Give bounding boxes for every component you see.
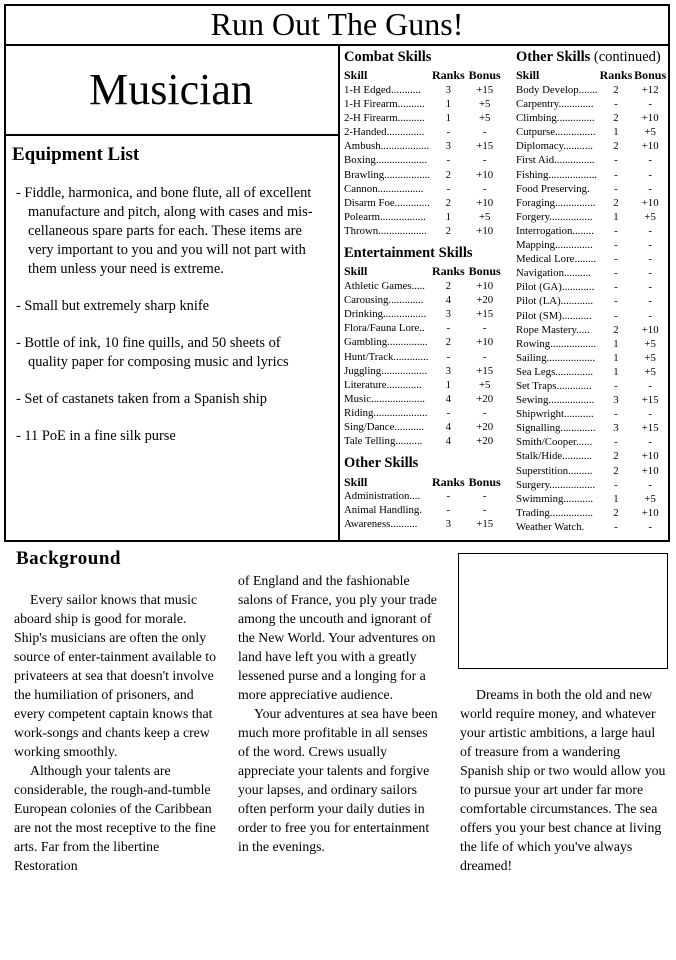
- skill-bonus: -: [648, 182, 652, 195]
- col-header-skill: Skill: [344, 474, 368, 489]
- skill-bonus: +15: [476, 84, 494, 96]
- skill-ranks: -: [446, 182, 451, 195]
- skill-ranks: 3: [445, 518, 452, 531]
- col-header-skill: Skill: [344, 68, 368, 83]
- other-skills-title: Other Skills: [344, 455, 419, 472]
- skill-row: [516, 153, 668, 167]
- skill-bonus: +5: [644, 492, 656, 505]
- skill-name: Carousing.............: [344, 294, 424, 307]
- other-skills-continued-title: [516, 48, 668, 66]
- skill-ranks: -: [614, 281, 618, 294]
- skill-ranks: -: [614, 239, 618, 252]
- skill-row: [516, 266, 668, 280]
- skill-row: [344, 153, 505, 167]
- skill-bonus: +10: [476, 196, 494, 209]
- skill-name: Literature.............: [344, 378, 422, 391]
- skill-ranks: -: [614, 379, 618, 392]
- skill-bonus: -: [482, 154, 487, 167]
- col-header-bonus: Bonus: [468, 264, 501, 279]
- skill-ranks: 2: [613, 112, 619, 125]
- skill-row: [516, 393, 668, 407]
- skill-row: [344, 111, 505, 125]
- skill-name: Sailing..................: [516, 351, 596, 364]
- skill-row: [344, 125, 505, 139]
- skill-ranks: 1: [613, 365, 619, 378]
- skill-name: Diplomacy...........: [516, 140, 593, 153]
- skill-row: [516, 83, 668, 97]
- skill-ranks: 3: [445, 364, 452, 377]
- skill-row: [344, 97, 505, 111]
- skill-name: Medical Lore........: [516, 253, 597, 266]
- skill-name: Body Develop.......: [516, 84, 598, 96]
- skill-ranks: -: [446, 350, 451, 363]
- skill-row: [516, 478, 668, 492]
- skill-bonus: +10: [641, 112, 659, 125]
- skill-row: [516, 323, 668, 337]
- skill-ranks: 4: [445, 420, 452, 433]
- skill-row: [516, 435, 668, 449]
- skill-bonus: +5: [644, 337, 656, 350]
- skill-name: Forgery................: [516, 210, 593, 223]
- skill-row: [344, 420, 505, 434]
- skill-row: [344, 517, 505, 531]
- skill-bonus: +20: [476, 435, 494, 448]
- skill-bonus: +5: [644, 351, 656, 364]
- skill-bonus: -: [648, 267, 652, 280]
- skill-name: Stalk/Hide...........: [516, 450, 592, 463]
- skill-name: 2-H Firearm..........: [344, 112, 425, 125]
- skill-name: Sewing.................: [516, 394, 595, 407]
- skill-ranks: -: [446, 490, 451, 503]
- skill-row: [516, 449, 668, 463]
- skill-name: Signalling.............: [516, 422, 596, 435]
- skill-name: Sing/Dance...........: [344, 420, 425, 433]
- skill-bonus: +5: [478, 210, 491, 223]
- col-header-ranks: Ranks: [432, 264, 465, 279]
- skill-bonus: -: [648, 239, 652, 252]
- skill-bonus: -: [648, 309, 652, 322]
- skill-ranks: 1: [445, 378, 452, 391]
- skill-bonus: +10: [476, 336, 494, 349]
- skill-name: Weather Watch.: [516, 520, 585, 533]
- col-header-ranks: Ranks: [599, 68, 633, 83]
- skill-name: Climbing..............: [516, 112, 595, 125]
- skill-name: Juggling.................: [344, 364, 428, 377]
- skill-row: [344, 364, 505, 378]
- other-skills-continued-table: [516, 68, 668, 534]
- skill-ranks: 1: [613, 337, 619, 350]
- skill-name: Sea Legs..............: [516, 365, 594, 378]
- skill-row: [516, 168, 668, 182]
- skill-ranks: -: [614, 267, 618, 280]
- skill-row: [516, 365, 668, 379]
- skill-ranks: -: [446, 406, 451, 419]
- skill-bonus: -: [648, 253, 652, 266]
- skill-name: Boxing...................: [344, 154, 428, 167]
- skill-bonus: +20: [476, 392, 494, 405]
- skill-name: 1-H Edged...........: [344, 84, 421, 96]
- background-paragraph: Although your talents are considerable, the rough-and-tumble European colonies of the Caribbean are not the most receptive to the fine arts. Far from the libertine Restoration: [14, 763, 216, 873]
- skill-row: [516, 111, 668, 125]
- skill-ranks: -: [614, 253, 618, 266]
- skill-bonus: +15: [476, 140, 494, 153]
- skill-row: [344, 434, 505, 448]
- skill-ranks: 3: [445, 84, 452, 96]
- equipment-title: Equipment List: [12, 144, 140, 165]
- background-paragraph: of England and the fashionable salons of France, you ply your trade among the uncouth and ignorant of the New World. Your adventures on land have left you with a greatly lessened purse and a longing for a more appreciative audience.: [238, 573, 437, 702]
- skill-bonus: +10: [641, 450, 659, 463]
- skill-name: Fishing..................: [516, 168, 597, 181]
- skill-ranks: 1: [445, 98, 452, 111]
- skill-row: [516, 182, 668, 196]
- skill-ranks: -: [614, 154, 618, 167]
- equipment-item: - Small but extremely sharp knife: [16, 298, 210, 314]
- skill-bonus: +5: [478, 378, 491, 391]
- background-column-3: [460, 685, 666, 875]
- skill-name: Superstition.........: [516, 464, 593, 477]
- skill-ranks: -: [614, 182, 618, 195]
- skill-name: Administration....: [344, 490, 421, 503]
- combat-skills-title: Combat Skills: [344, 49, 432, 65]
- skill-name: Pilot (GA)............: [516, 281, 595, 294]
- skill-bonus: +5: [478, 98, 491, 111]
- skill-row: [516, 309, 668, 323]
- combat-skills-table: [344, 68, 505, 238]
- skill-row: [516, 379, 668, 393]
- equipment-item: - Fiddle, harmonica, and bone flute, all of excellent manufacture and pitch, along with cases and mis-cellaneous spare parts for each. These items are very important to you and you will not part with them unless your need is extreme.: [16, 185, 313, 277]
- skill-ranks: 1: [613, 126, 619, 139]
- skill-name: Flora/Fauna Lore..: [344, 322, 425, 335]
- skill-bonus: -: [482, 126, 487, 139]
- skill-ranks: -: [614, 168, 618, 181]
- skill-row: [344, 335, 505, 349]
- skill-ranks: -: [614, 224, 618, 237]
- skill-name: Swimming...........: [516, 492, 594, 505]
- skill-ranks: -: [446, 504, 451, 517]
- skill-ranks: 1: [445, 210, 452, 223]
- skill-bonus: +10: [641, 506, 659, 519]
- other-skills-continued-bold: Other Skills: [516, 49, 591, 65]
- skill-row: [344, 293, 505, 307]
- skill-row: [344, 279, 505, 293]
- skill-bonus: +10: [641, 323, 659, 336]
- skill-bonus: +10: [476, 280, 494, 293]
- skill-name: Set Traps.............: [516, 379, 592, 392]
- skill-row: [344, 378, 505, 392]
- skill-ranks: 3: [445, 140, 452, 153]
- skill-bonus: +10: [641, 196, 659, 209]
- skill-name: Disarm Foe.............: [344, 196, 430, 209]
- skill-name: Trading................: [516, 506, 593, 519]
- skill-name: Navigation..........: [516, 267, 591, 280]
- skill-row: [516, 210, 668, 224]
- skill-ranks: 2: [445, 168, 452, 181]
- skill-ranks: 2: [613, 140, 619, 153]
- skill-name: Gambling...............: [344, 336, 428, 349]
- character-name: Musician: [4, 44, 338, 136]
- skill-row: [516, 125, 668, 139]
- continued-label: (continued): [593, 49, 661, 65]
- skill-row: [516, 196, 668, 210]
- skill-bonus: -: [648, 154, 652, 167]
- background-paragraph: Dreams in both the old and new world require money, and whatever your artistic ambitions, a large haul of treasure from a wandering Spanish ship or two would allow you to pursue your art under far more comfortable circumstances. The sea offers you your best chance at living the life of which you've always dreamed!: [460, 687, 666, 873]
- skill-bonus: -: [482, 182, 487, 195]
- skill-name: Hunt/Track.............: [344, 350, 429, 363]
- skill-ranks: -: [614, 408, 618, 421]
- skill-name: Drinking................: [344, 308, 427, 321]
- skill-ranks: 3: [613, 394, 619, 407]
- skill-name: Thrown..................: [344, 224, 427, 237]
- skill-name: Brawling.................: [344, 168, 431, 181]
- skill-bonus: -: [482, 406, 487, 419]
- skill-name: 2-Handed..............: [344, 126, 425, 139]
- skill-row: [344, 224, 505, 238]
- skill-row: [516, 492, 668, 506]
- skill-row: [516, 97, 668, 111]
- skill-name: Smith/Cooper......: [516, 436, 593, 449]
- skill-name: Animal Handling.: [344, 504, 422, 517]
- background-column-2: [238, 571, 438, 856]
- col-header-bonus: Bonus: [634, 68, 667, 83]
- skill-ranks: 1: [613, 210, 619, 223]
- skill-name: Pilot (SM)...........: [516, 309, 592, 322]
- skill-bonus: +20: [476, 294, 494, 307]
- skill-ranks: 2: [445, 280, 452, 293]
- skill-bonus: -: [482, 504, 487, 517]
- skill-row: [344, 210, 505, 224]
- skill-bonus: +10: [476, 224, 494, 237]
- skill-row: [516, 280, 668, 294]
- skill-row: [516, 351, 668, 365]
- skill-ranks: -: [614, 295, 618, 308]
- skill-ranks: -: [614, 98, 618, 111]
- left-column: [4, 44, 340, 542]
- equipment-item: - Bottle of ink, 10 fine quills, and 50 sheets of quality paper for composing music and lyrics: [16, 335, 289, 370]
- skill-name: 1-H Firearm..........: [344, 98, 425, 111]
- skill-name: Carpentry.............: [516, 98, 594, 111]
- skill-name: Shipwright...........: [516, 408, 594, 421]
- skill-row: [516, 337, 668, 351]
- skill-bonus: -: [648, 98, 652, 111]
- skill-name: Food Preserving.: [516, 182, 590, 195]
- portrait-box: [458, 553, 668, 669]
- skill-row: [344, 321, 505, 335]
- skill-bonus: -: [648, 224, 652, 237]
- entertainment-skills-title: Entertainment Skills: [344, 245, 473, 262]
- skill-ranks: -: [446, 154, 451, 167]
- skill-ranks: 2: [445, 336, 452, 349]
- page-title: Run Out The Guns!: [4, 4, 670, 46]
- skill-row: [344, 406, 505, 420]
- skill-ranks: 2: [445, 224, 452, 237]
- skill-ranks: 1: [445, 112, 452, 125]
- skill-name: Riding....................: [344, 406, 428, 419]
- skill-bonus: +15: [476, 364, 494, 377]
- skill-bonus: +5: [478, 112, 491, 125]
- skill-ranks: 2: [613, 506, 619, 519]
- skill-bonus: -: [648, 408, 652, 421]
- skill-name: Pilot (LA)............: [516, 295, 594, 308]
- col-header-bonus: Bonus: [468, 474, 501, 489]
- skill-row: [344, 503, 505, 517]
- skill-ranks: -: [614, 309, 618, 322]
- skill-row: [344, 392, 505, 406]
- skill-bonus: -: [482, 350, 487, 363]
- background-title: Background: [16, 548, 121, 569]
- skill-name: Cutpurse...............: [516, 126, 596, 139]
- skill-row: [344, 168, 505, 182]
- equipment-item: - Set of castanets taken from a Spanish ship: [16, 391, 267, 407]
- skill-bonus: +15: [476, 308, 494, 321]
- skill-ranks: 2: [445, 196, 452, 209]
- skill-bonus: +5: [644, 365, 656, 378]
- skill-ranks: 3: [445, 308, 452, 321]
- skill-bonus: +10: [641, 140, 659, 153]
- skill-ranks: 4: [445, 392, 452, 405]
- skill-bonus: +10: [641, 464, 659, 477]
- skill-bonus: +5: [644, 126, 656, 139]
- skill-row: [516, 464, 668, 478]
- skill-ranks: 2: [613, 84, 619, 96]
- skill-ranks: 2: [613, 450, 619, 463]
- skill-row: [344, 489, 505, 503]
- skill-name: Foraging...............: [516, 196, 596, 209]
- skill-name: Athletic Games.....: [344, 280, 425, 293]
- skill-bonus: -: [648, 436, 652, 449]
- skill-ranks: 2: [613, 464, 619, 477]
- equipment-item: - 11 PoE in a fine silk purse: [16, 428, 176, 444]
- skill-bonus: +10: [476, 168, 494, 181]
- skill-ranks: -: [614, 478, 618, 491]
- skill-row: [344, 182, 505, 196]
- skill-ranks: 3: [613, 422, 619, 435]
- skill-row: [516, 252, 668, 266]
- skill-name: Polearm.................: [344, 210, 426, 223]
- skill-bonus: -: [482, 490, 487, 503]
- skill-ranks: -: [446, 322, 451, 335]
- skill-name: Surgery.................: [516, 478, 596, 491]
- skill-row: [516, 238, 668, 252]
- skill-row: [516, 224, 668, 238]
- skill-bonus: +12: [641, 84, 659, 96]
- skill-row: [516, 294, 668, 308]
- other-skills-table: [344, 474, 505, 531]
- skill-row: [344, 83, 505, 97]
- entertainment-skills-table: [344, 264, 505, 448]
- skill-ranks: 4: [445, 435, 452, 448]
- background-paragraph: Every sailor knows that music aboard ship is good for morale. Ship's musicians are often the only source of enter-tainment available to privateers at sea that doesn't involve the humiliation of prisoners, and every competent captain knows that work-songs and chants keep a crew working smoothly.: [14, 592, 216, 759]
- skill-ranks: -: [446, 126, 451, 139]
- skills-column-right: [516, 48, 668, 534]
- skill-row: [516, 506, 668, 520]
- skill-name: First Aid...............: [516, 154, 595, 167]
- col-header-ranks: Ranks: [432, 68, 465, 83]
- skill-name: Mapping..............: [516, 239, 593, 252]
- skill-row: [344, 196, 505, 210]
- skill-bonus: +5: [644, 210, 656, 223]
- background-column-1: [14, 590, 222, 875]
- equipment-list: [16, 184, 324, 464]
- skill-row: [516, 421, 668, 435]
- skill-row: [516, 407, 668, 421]
- skill-bonus: +15: [641, 394, 659, 407]
- skill-bonus: -: [648, 168, 652, 181]
- skill-bonus: +15: [476, 518, 494, 531]
- skill-name: Ambush..................: [344, 140, 430, 153]
- skill-bonus: +15: [641, 422, 659, 435]
- col-header-ranks: Ranks: [432, 474, 465, 489]
- skill-bonus: -: [648, 295, 652, 308]
- skill-ranks: 2: [613, 323, 619, 336]
- skill-name: Tale Telling..........: [344, 435, 423, 448]
- skill-row: [516, 139, 668, 153]
- skill-bonus: -: [482, 322, 487, 335]
- skill-name: Interrogation........: [516, 224, 594, 237]
- skill-bonus: -: [648, 379, 652, 392]
- skill-row: [344, 307, 505, 321]
- skill-name: Rope Mastery.....: [516, 323, 590, 336]
- skill-ranks: 2: [613, 196, 619, 209]
- col-header-bonus: Bonus: [468, 68, 501, 83]
- skill-ranks: -: [614, 436, 618, 449]
- skill-row: [344, 139, 505, 153]
- skill-bonus: +20: [476, 420, 494, 433]
- skill-row: [516, 520, 668, 534]
- skill-row: [344, 350, 505, 364]
- skill-ranks: 1: [613, 351, 619, 364]
- skill-ranks: 4: [445, 294, 452, 307]
- skill-bonus: -: [648, 520, 652, 533]
- skill-bonus: -: [648, 478, 652, 491]
- col-header-skill: Skill: [516, 68, 540, 83]
- skill-name: Awareness..........: [344, 518, 418, 531]
- skill-bonus: -: [648, 281, 652, 294]
- skill-name: Cannon.................: [344, 182, 424, 195]
- background-paragraph: Your adventures at sea have been much more profitable in all senses of the word. Crews usually appreciate your talents and forgive your lapses, and ordinary sailors often perform your daily duties in order to free you for entertainment in the evenings.: [238, 706, 438, 854]
- skill-ranks: 1: [613, 492, 619, 505]
- skill-name: Rowing.................: [516, 337, 597, 350]
- skills-column-middle: [344, 48, 510, 531]
- col-header-skill: Skill: [344, 264, 368, 279]
- skill-name: Music....................: [344, 392, 425, 405]
- skill-ranks: -: [614, 520, 618, 533]
